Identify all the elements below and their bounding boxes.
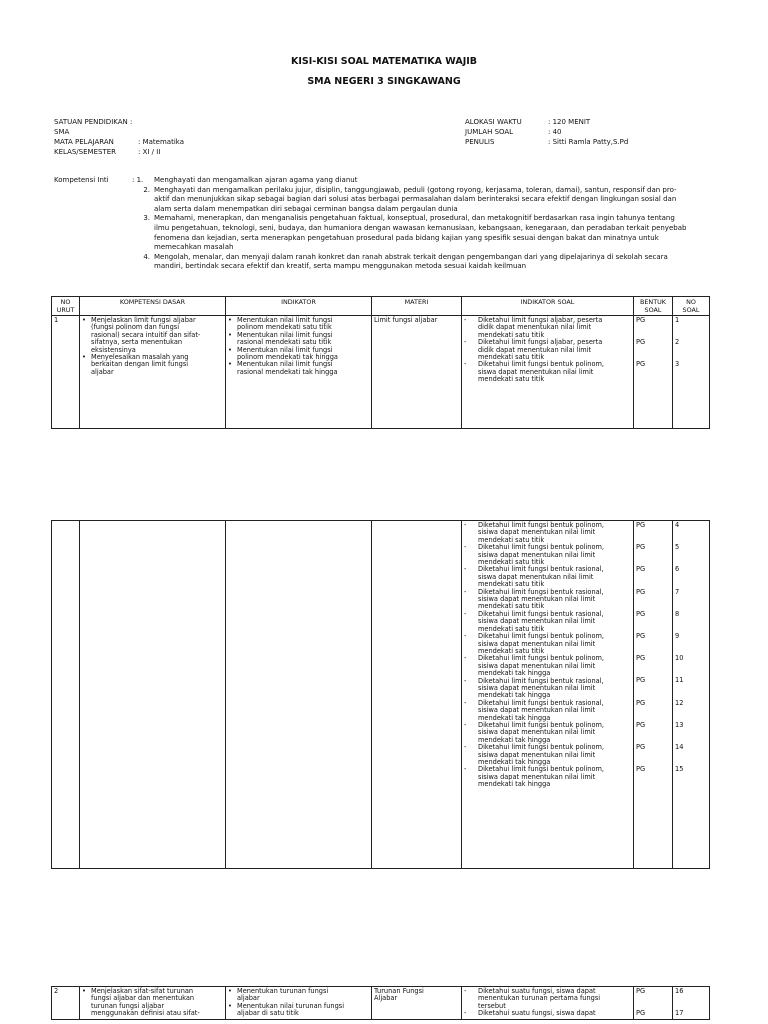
no-urut-cell: 1 (52, 316, 80, 429)
text-line: Diketahui limit fungsi bentuk polinom, (478, 654, 605, 663)
text-line: Diketahui limit fungsi bentuk polinom, (478, 720, 605, 729)
materi-cell (372, 521, 462, 869)
kompetensi-item (138, 253, 758, 272)
indikator-soal-item (464, 655, 631, 677)
indikator-cell (226, 521, 372, 869)
kisi-table-1 (51, 296, 710, 429)
info-value: : Sitti Ramla Patty,S.Pd (548, 138, 629, 146)
bentuk-soal-value: PG (636, 698, 646, 707)
kompetensi-item-text (154, 186, 758, 215)
indikator-soal-item (464, 700, 631, 722)
no-soal-value: 12 (675, 698, 684, 707)
indikator-soal-text (478, 317, 602, 339)
text-line: menentukan turunan pertama fungsi (478, 994, 601, 1003)
no-urut-cell (52, 521, 80, 869)
no-soal-cell (673, 521, 710, 869)
document-subtitle: SMA NEGERI 3 SINGKAWANG (307, 76, 461, 87)
info-value: : XI / II (138, 148, 161, 156)
text-line: Menghayati dan mengamalkan perilaku jujur, disiplin, tanggungjawab, peduli (gotong royong, kerjasama, toleran, damai), santun, responsif dan pro- (154, 185, 677, 194)
bentuk-soal-cell (634, 521, 673, 869)
text-line: sisiwa dapat menentukan nilai limit (478, 550, 596, 559)
indikator-soal-item (464, 766, 631, 788)
text-line: Diketahui limit fungsi aljabar, peserta (478, 316, 603, 324)
header-indikator-soal (462, 297, 634, 316)
header-bentuk-soal (634, 297, 673, 316)
indikator-soal-text (478, 361, 604, 383)
text-line: Menentukan nilai turunan fungsi (237, 1001, 345, 1010)
indikator-soal-text (478, 339, 602, 361)
indikator-soal-text (478, 1010, 596, 1017)
no-soal-value: 9 (675, 631, 680, 640)
info-row (465, 127, 628, 137)
header-line: NO (60, 298, 71, 306)
bullet-text (237, 317, 333, 332)
indikator-soal-item (464, 317, 631, 339)
kompetensi-item (138, 186, 758, 215)
indikator-soal-text (478, 722, 604, 744)
header-no-urut (52, 297, 80, 316)
text-line: sifatnya, serta menentukan (91, 338, 183, 347)
bentuk-soal-value: PG (636, 360, 646, 369)
text-line: mendekati tak hingga (478, 669, 551, 678)
bullet-item (82, 354, 223, 376)
bullet-item (228, 1003, 369, 1018)
text-line: polinom mendekati satu titik (237, 323, 332, 332)
no-soal-value: 10 (675, 654, 684, 663)
no-soal-value: 6 (675, 565, 680, 574)
bullet-icon: • (82, 353, 86, 362)
text-line: Diketahui limit fungsi bentuk polinom, (478, 360, 605, 369)
text-line: aktif dan menunjukkan sikap sebagai bagian dari solusi atas berbagai permasalahan dalam berinteraksi secara efektif dengan lingkungan sosial dan (154, 195, 677, 204)
no-soal-cell (673, 987, 710, 1020)
text-line: Menyelesaikan masalah yang (91, 353, 189, 362)
bullet-icon: • (228, 360, 232, 369)
indikator-soal-item (464, 678, 631, 700)
bullet-text (91, 988, 200, 1018)
header-line: INDIKATOR (281, 298, 316, 306)
indikator-soal-text (478, 678, 604, 700)
text-line: mendekati satu titik (478, 330, 545, 339)
header-line: KOMPETENSI DASAR (119, 298, 186, 306)
text-line: rasional) secara intuitif dan sifat- (91, 330, 201, 339)
info-row (465, 137, 628, 147)
bentuk-soal-value: PG (636, 654, 646, 663)
bullet-item (228, 361, 369, 376)
bullet-icon: • (228, 1001, 232, 1010)
header-line: URUT (56, 306, 75, 314)
text-line: Mengolah, menalar, dan menyaji dalam ranah konkret dan ranah abstrak terkait dengan pengembangan dari yang dipelajarinya di sekolah secara (154, 252, 668, 261)
indikator-soal-text (478, 655, 604, 677)
text-line: polinom mendekati tak hingga (237, 353, 338, 362)
no-soal-value: 16 (675, 987, 684, 995)
text-line: Menentukan nilai limit fungsi (237, 360, 333, 369)
info-label: SATUAN PENDIDIKAN : SMA (54, 118, 133, 136)
text-line: Diketahui suatu fungsi, siswa dapat (478, 1009, 596, 1018)
bullet-item (228, 317, 369, 332)
kompetensi-item-number: 2. (143, 185, 150, 194)
no-soal-value: 7 (675, 587, 680, 596)
header-line: MATERI (404, 298, 429, 306)
kompetensi-inti-label: Kompetensi Inti (54, 176, 109, 184)
materi-cell (372, 987, 462, 1020)
dash-icon: - (464, 987, 467, 995)
indikator-soal-item (464, 361, 631, 383)
text-line: (fungsi polinom dan fungsi (91, 323, 180, 332)
header-materi (372, 297, 462, 316)
dash-icon: - (464, 338, 467, 347)
no-soal-value: 14 (675, 742, 684, 751)
text-line: mendekati tak hingga (478, 691, 551, 700)
header-line: NO (686, 298, 696, 306)
text-line: memecahkan masalah (154, 243, 234, 252)
info-right (465, 117, 628, 147)
indikator-soal-item (464, 611, 631, 633)
indikator-soal-item (464, 1010, 631, 1017)
text-line: mendekati tak hingga (478, 758, 551, 766)
no-soal-value: 15 (675, 765, 684, 774)
text-line: Menjelaskan sifat-sifat turunan (91, 987, 194, 995)
bentuk-soal-cell (634, 987, 673, 1020)
indikator-soal-item (464, 633, 631, 655)
info-value: : Matematika (138, 138, 184, 146)
indikator-soal-text (478, 766, 604, 788)
text-line: aljabar (237, 994, 260, 1003)
text-line: mendekati satu titik (478, 375, 545, 384)
indikator-soal-item (464, 988, 631, 1010)
text-line: sisiwa dapat menentukan nilai limit (478, 661, 596, 670)
text-line: Menentukan nilai limit fungsi (237, 345, 333, 354)
dash-icon: - (464, 521, 467, 529)
text-line: didik dapat menentukan nilai limit (478, 323, 592, 332)
text-line: rasional mendekati satu titik (237, 338, 332, 347)
indikator-soal-cell (462, 316, 634, 429)
text-line: Diketahui limit fungsi bentuk polinom, (478, 765, 605, 774)
text-line: siswa dapat menentukan nilai limit (478, 367, 594, 376)
indikator-cell (226, 316, 372, 429)
header-line: SOAL (644, 306, 662, 314)
text-line: mendekati satu titik (478, 558, 545, 567)
kompetensi-item (132, 176, 758, 186)
dash-icon: - (464, 654, 467, 663)
materi-cell: Limit fungsi aljabar (372, 316, 462, 429)
text-line: Turunan Fungsi (374, 987, 424, 995)
kompetensi-inti-list (132, 176, 758, 272)
header-kompetensi-dasar (80, 297, 226, 316)
dash-icon: - (464, 1009, 467, 1018)
info-row (465, 117, 628, 127)
kompetensi-item-text (154, 176, 758, 186)
text-line: sisiwa dapat menentukan nilai limit (478, 595, 596, 604)
bentuk-soal-value: PG (636, 676, 646, 685)
info-left (54, 117, 184, 157)
no-soal-cell (673, 316, 710, 429)
bentuk-soal-value: PG (636, 987, 646, 995)
bentuk-soal-value: PG (636, 720, 646, 729)
text-line: Diketahui suatu fungsi, siswa dapat (478, 987, 596, 995)
indikator-soal-item (464, 544, 631, 566)
text-line: Menjelaskan limit fungsi aljabar (91, 316, 196, 324)
text-line: Menentukan turunan fungsi (237, 987, 329, 995)
text-line: mendekati tak hingga (478, 780, 551, 789)
bullet-icon: • (228, 345, 232, 354)
indikator-soal-text (478, 633, 604, 655)
text-line: mandiri, bertindak secara efektif dan kreatif, serta mampu menggunakan metoda sesuai kaidah keilmuan (154, 262, 527, 271)
header-indikator (226, 297, 372, 316)
bullet-item (82, 988, 223, 1018)
text-line: ilmu pengetahuan, teknologi, seni, budaya, dan humaniora dengan wawasan kemanusiaan, kebangsaan, kenegaraan, dan peradaban terkait penyebab (154, 223, 687, 232)
bentuk-soal-value: PG (636, 316, 646, 324)
bullet-text (237, 361, 338, 376)
header-line: BENTUK (640, 298, 666, 306)
text-line: Menghayati dan mengamalkan ajaran agama yang dianut (154, 176, 358, 184)
dash-icon: - (464, 632, 467, 641)
text-line: mendekati satu titik (478, 353, 545, 362)
bullet-icon: • (228, 316, 232, 324)
dash-icon: - (464, 676, 467, 685)
dash-icon: - (464, 587, 467, 596)
text-line: mendekati tak hingga (478, 713, 551, 722)
kompetensi-item-number: 4. (143, 252, 150, 261)
info-value: : 40 (548, 128, 562, 136)
text-line: aljabar (91, 367, 114, 376)
text-line: Diketahui limit fungsi bentuk rasional, (478, 698, 604, 707)
kompetensi-dasar-cell (80, 316, 226, 429)
text-line: Menentukan nilai limit fungsi (237, 316, 333, 324)
indikator-soal-cell (462, 987, 634, 1020)
no-soal-value: 4 (675, 521, 680, 529)
bentuk-soal-value: PG (636, 609, 646, 618)
document-title: KISI-KISI SOAL MATEMATIKA WAJIB (290, 56, 478, 67)
kompetensi-item-number: 3. (143, 214, 150, 223)
header-no-soal (673, 297, 710, 316)
kompetensi-dasar-cell (80, 521, 226, 869)
text-line: Diketahui limit fungsi bentuk polinom, (478, 521, 605, 529)
bullet-icon: • (228, 987, 232, 995)
bullet-item (228, 988, 369, 1003)
dash-icon: - (464, 743, 467, 752)
no-soal-value: 8 (675, 609, 680, 618)
text-line: menggunakan definisi atau sifat- (91, 1009, 200, 1018)
text-line: Diketahui limit fungsi bentuk rasional, (478, 676, 604, 685)
kompetensi-item-text (154, 253, 758, 272)
no-soal-value: 11 (675, 676, 684, 685)
bentuk-soal-cell (634, 316, 673, 429)
bentuk-soal-value: PG (636, 765, 646, 774)
dash-icon: - (464, 543, 467, 552)
bullet-text (237, 1003, 344, 1018)
bentuk-soal-value: PG (636, 543, 646, 552)
no-soal-value: 5 (675, 543, 680, 552)
indikator-cell (226, 987, 372, 1020)
text-line: Memahami, menerapkan, dan menganalisis pengetahuan faktual, konseptual, prosedural, dan metakognitif berdasarkan rasa ingin tahunya tentang (154, 214, 675, 223)
kompetensi-item-text (154, 214, 758, 252)
dash-icon: - (464, 765, 467, 774)
text-line: turunan fungsi aljabar (91, 1001, 165, 1010)
bullet-text (237, 347, 338, 362)
text-line: Diketahui limit fungsi bentuk polinom, (478, 543, 605, 552)
no-soal-value: 3 (675, 360, 680, 369)
no-soal-value: 1 (675, 316, 680, 324)
info-label: MATA PELAJARAN (54, 138, 114, 146)
bullet-text (91, 354, 189, 376)
dash-icon: - (464, 565, 467, 574)
kompetensi-dasar-cell (80, 987, 226, 1020)
info-row (54, 137, 184, 147)
no-soal-value: 13 (675, 720, 684, 729)
bullet-text (237, 988, 328, 1003)
text-line: sisiwa dapat menentukan nilai limit (478, 750, 596, 759)
text-line: Diketahui limit fungsi bentuk rasional, (478, 587, 604, 596)
text-line: mendekati satu titik (478, 580, 545, 589)
indikator-soal-text (478, 566, 604, 588)
text-line: Diketahui limit fungsi bentuk rasional, (478, 609, 604, 618)
bentuk-soal-value: PG (636, 338, 646, 347)
text-line: mendekati satu titik (478, 602, 545, 611)
text-line: Diketahui limit fungsi aljabar, peserta (478, 338, 603, 347)
dash-icon: - (464, 609, 467, 618)
indikator-soal-text (478, 700, 604, 722)
indikator-soal-item (464, 722, 631, 744)
bentuk-soal-value: PG (636, 631, 646, 640)
indikator-soal-text (478, 744, 604, 766)
text-line: mendekati tak hingga (478, 735, 551, 744)
text-line: rasional mendekati tak hingga (237, 367, 338, 376)
bentuk-soal-value: PG (636, 1009, 646, 1018)
no-urut-cell: 2 (52, 987, 80, 1020)
text-line: eksistensinya (91, 345, 136, 354)
info-row (54, 147, 184, 157)
no-soal-value: 2 (675, 338, 680, 347)
text-line: mendekati satu titik (478, 535, 545, 544)
indikator-soal-text (478, 988, 600, 1010)
bentuk-soal-value: PG (636, 742, 646, 751)
kompetensi-item-number: : 1. (132, 176, 144, 184)
text-line: Diketahui limit fungsi bentuk polinom, (478, 743, 605, 752)
indikator-soal-item (464, 744, 631, 766)
text-line: Menentukan nilai limit fungsi (237, 330, 333, 339)
text-line: Diketahui limit fungsi bentuk rasional, (478, 565, 604, 574)
bullet-icon: • (82, 987, 86, 995)
text-line: sisiwa dapat menentukan nilai limit (478, 706, 596, 715)
indikator-soal-item (464, 339, 631, 361)
bullet-icon: • (228, 330, 232, 339)
dash-icon: - (464, 720, 467, 729)
bullet-text (91, 317, 200, 354)
text-line: alam serta dalam menempatkan diri sebagai cerminan bangsa dalam pergaulan dunia (154, 204, 458, 213)
indikator-soal-text (478, 589, 604, 611)
kisi-table-3 (51, 986, 710, 1020)
bullet-item (82, 317, 223, 354)
bullet-icon: • (82, 316, 86, 324)
text-line: sisiwa dapat menentukan nilai limit (478, 528, 596, 537)
text-line: tersebut (478, 1001, 506, 1010)
indikator-soal-text (478, 611, 604, 633)
text-line: sisiwa dapat menentukan nilai limit (478, 639, 596, 648)
indikator-soal-text (478, 544, 604, 566)
header-line: SOAL (682, 306, 700, 314)
indikator-soal-text (478, 522, 604, 544)
no-soal-value: 17 (675, 1009, 684, 1018)
bentuk-soal-value: PG (636, 587, 646, 596)
info-value: : 120 MENIT (548, 118, 591, 126)
indikator-soal-item (464, 522, 631, 544)
text-line: sisiwa dapat menentukan nilai limit (478, 772, 596, 781)
text-line: mendekati satu titik (478, 646, 545, 655)
text-line: fungsi aljabar dan menentukan (91, 994, 195, 1003)
bullet-item (228, 332, 369, 347)
text-line: mendekati satu titik (478, 624, 545, 633)
text-line: sisiwa dapat menentukan nilai limit (478, 683, 596, 692)
text-line: Aljabar (374, 994, 398, 1003)
dash-icon: - (464, 360, 467, 369)
bullet-text (237, 332, 333, 347)
text-line: fenomena dan kejadian, serta menerapkan pengetahuan prosedural pada bidang kajian yang spesifik sesuai dengan bakat dan minatnya untuk (154, 233, 659, 242)
text-line: siswa dapat menentukan nilai limit (478, 572, 594, 581)
text-line: berkaitan dengan limit fungsi (91, 360, 189, 369)
header-line: INDIKATOR SOAL (520, 298, 575, 306)
info-label: ALOKASI WAKTU (465, 118, 522, 126)
bentuk-soal-value: PG (636, 565, 646, 574)
kisi-table-2 (51, 520, 710, 869)
text-line: didik dapat menentukan nilai limit (478, 345, 592, 354)
indikator-soal-item (464, 566, 631, 588)
indikator-soal-cell (462, 521, 634, 869)
text-line: sisiwa dapat menentukan nilai limit (478, 728, 596, 737)
indikator-soal-item (464, 589, 631, 611)
bentuk-soal-value: PG (636, 521, 646, 529)
info-label: JUMLAH SOAL (465, 128, 514, 136)
text-line: sisiwa dapat menentukan nilai limit (478, 617, 596, 626)
text-line: Diketahui limit fungsi bentuk polinom, (478, 632, 605, 641)
text-line: aljabar di satu titik (237, 1009, 299, 1018)
info-row (54, 117, 184, 137)
info-label: PENULIS (465, 138, 495, 146)
info-label: KELAS/SEMESTER (54, 148, 116, 156)
kompetensi-item (138, 214, 758, 252)
dash-icon: - (464, 316, 467, 324)
bullet-item (228, 347, 369, 362)
dash-icon: - (464, 698, 467, 707)
